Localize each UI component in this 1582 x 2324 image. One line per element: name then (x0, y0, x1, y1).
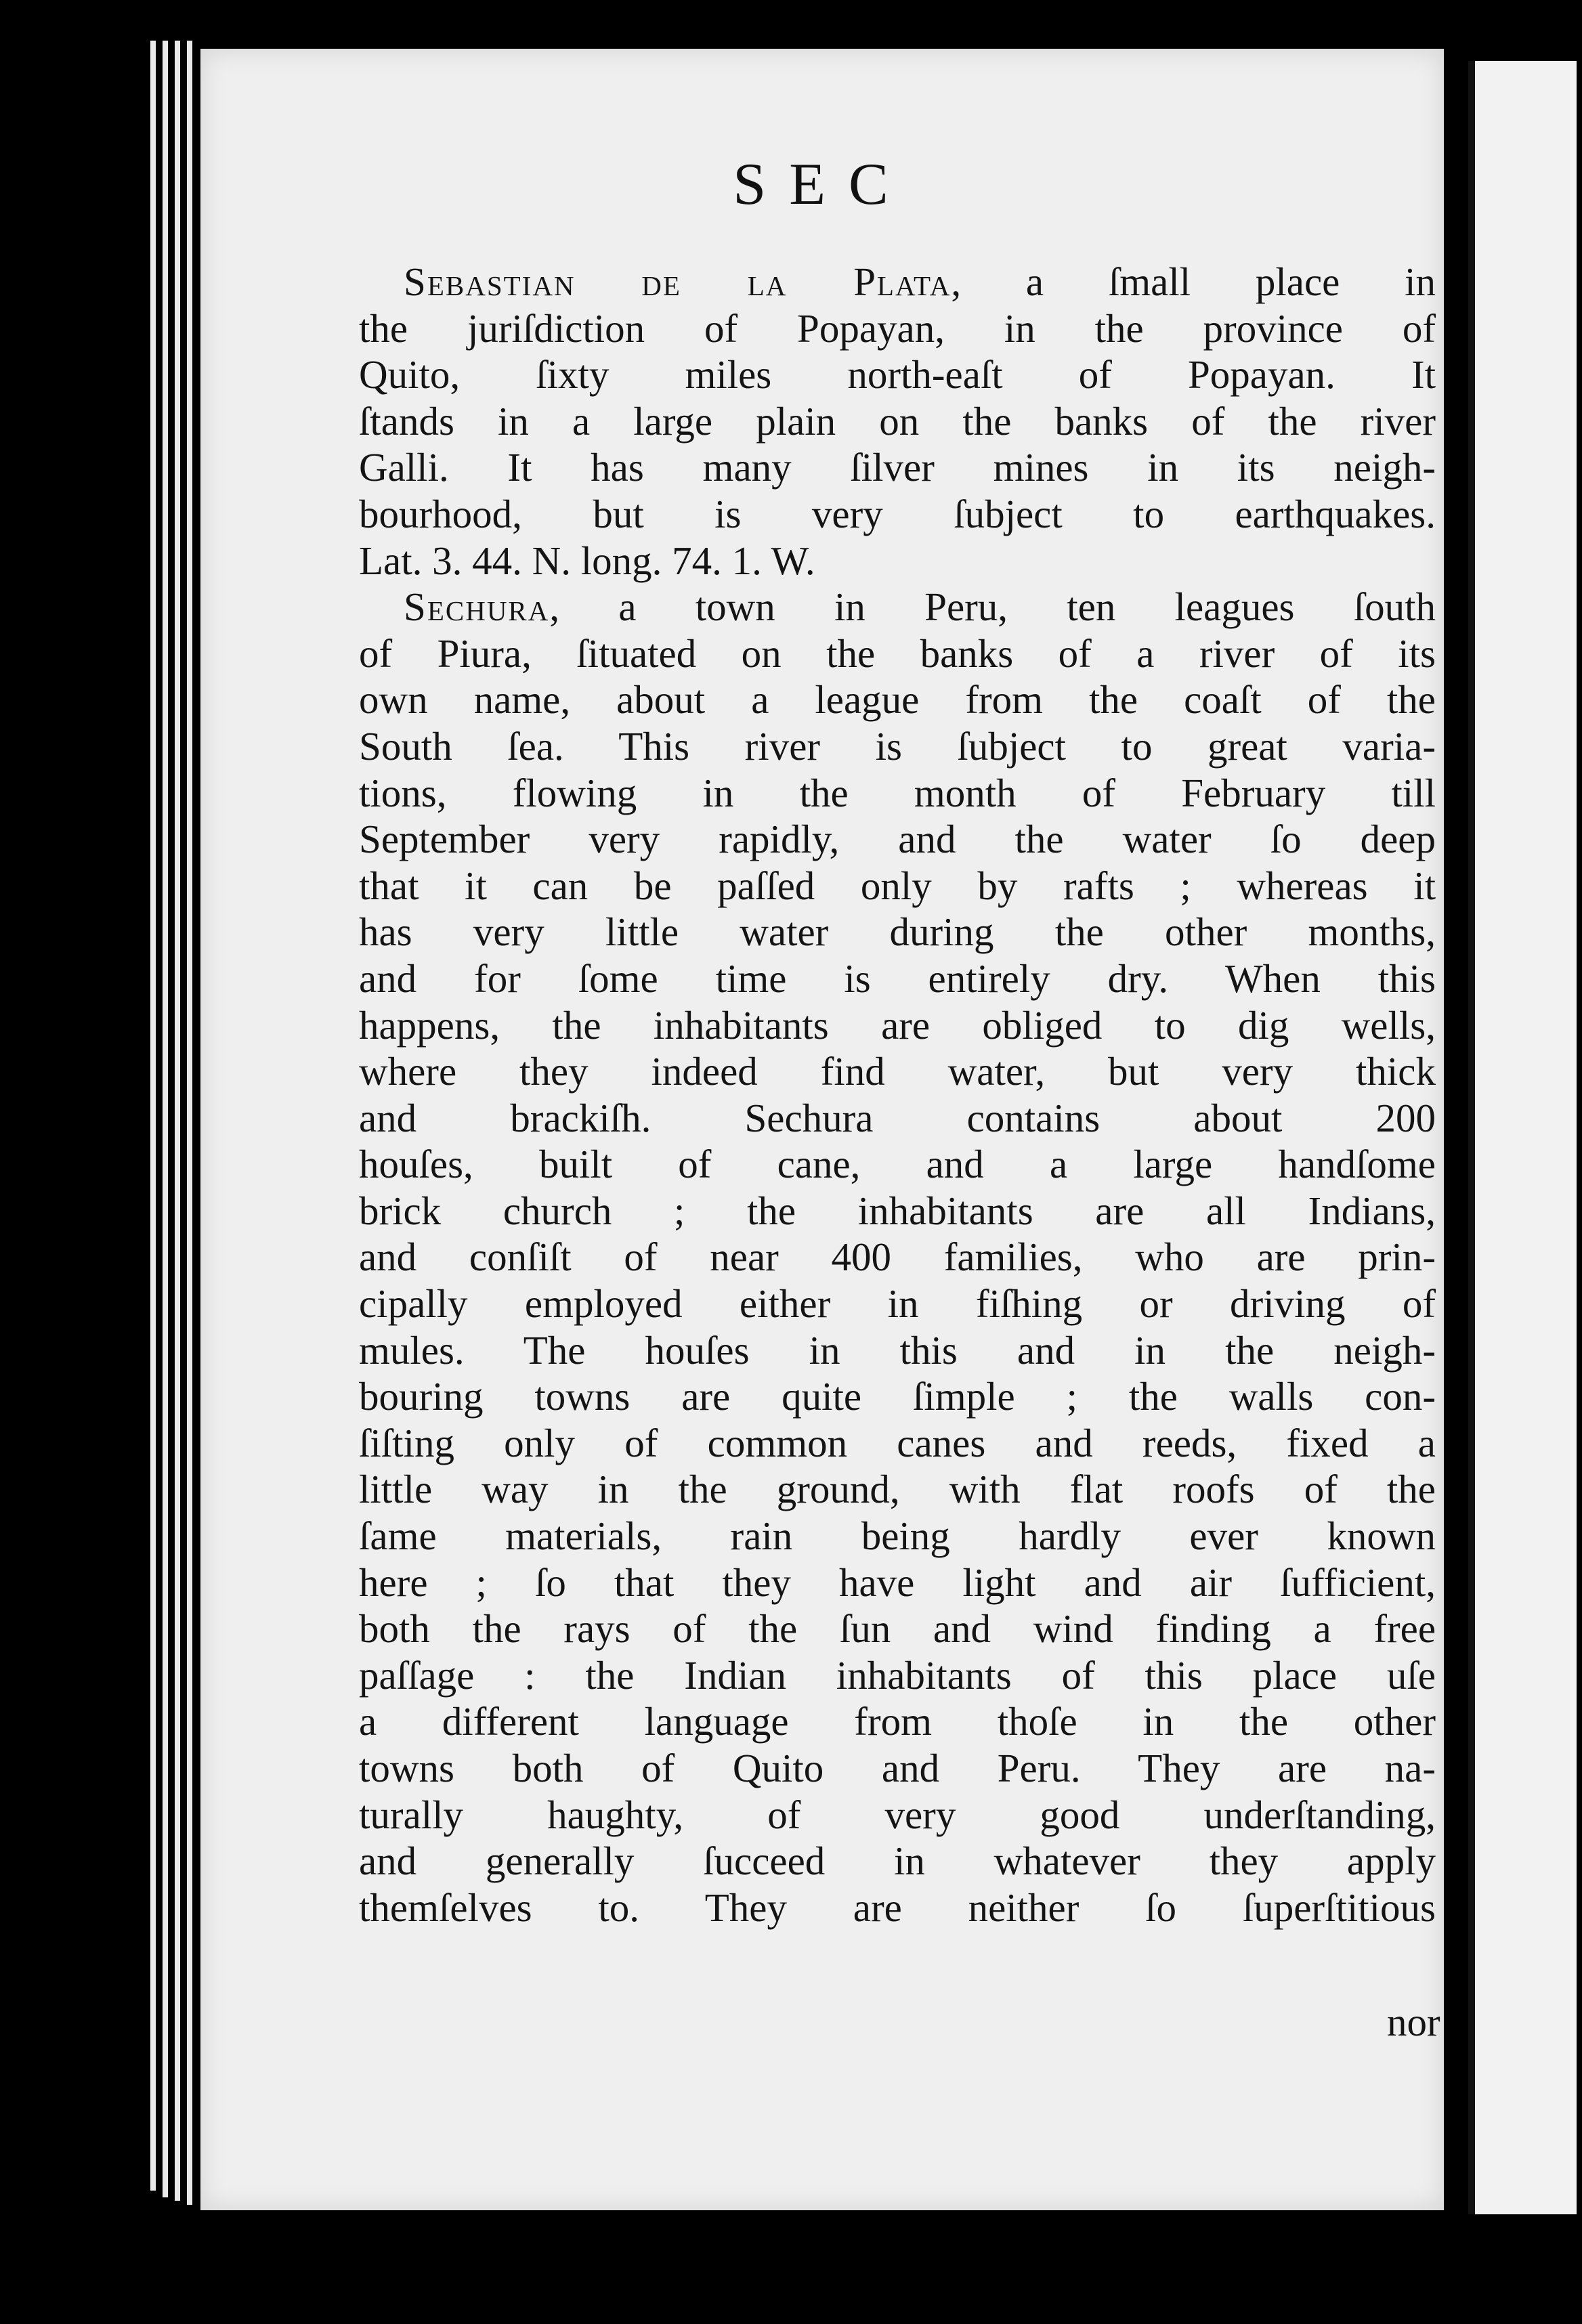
line-text: and for ſome time is entirely dry. When this (359, 955, 1436, 1001)
text-line (359, 1002, 1436, 1049)
line-text: ſame materials, rain being hardly ever known (359, 1513, 1436, 1559)
line-text: houſes, built of cane, and a large handſome (359, 1142, 1436, 1187)
line-text: , a ſmall place in (951, 259, 1436, 304)
text-line (359, 1885, 1436, 1931)
text-line (359, 259, 1436, 305)
text-line (359, 1420, 1436, 1467)
text-block (359, 259, 1436, 1931)
line-text: that it can be paſſed only by rafts ; whereas it (359, 863, 1436, 908)
text-line (359, 1559, 1436, 1606)
facing-page-edge (1468, 61, 1577, 2214)
line-text: brick church ; the inhabitants are all Indians, (359, 1188, 1436, 1233)
line-text: and conſiſt of near 400 families, who are prin- (359, 1234, 1436, 1280)
line-text: and generally ſucceed in whatever they apply (359, 1838, 1436, 1884)
line-text: and brackiſh. Sechura contains about 200 (359, 1095, 1436, 1140)
text-line (359, 1141, 1436, 1188)
text-line (359, 1327, 1436, 1374)
text-line (359, 1188, 1436, 1234)
text-line (359, 1513, 1436, 1559)
line-text: little way in the ground, with flat roofs of the (359, 1467, 1436, 1512)
line-text: bouring towns are quite ſimple ; the walls con- (359, 1374, 1436, 1419)
text-line (359, 1048, 1436, 1095)
text-line (359, 723, 1436, 770)
line-text: cipally employed either in fiſhing or driving of (359, 1281, 1436, 1327)
line-text: here ; ſo that they have light and air ſufficient, (359, 1559, 1436, 1605)
line-text: towns both of Quito and Peru. They are na- (359, 1746, 1436, 1790)
line-text: bourhood, but is very ſubject to earthquakes. (359, 491, 1436, 536)
text-line (359, 909, 1436, 955)
text-line (359, 1606, 1436, 1652)
running-head: SEC (733, 152, 912, 217)
line-text: , a town in Peru, ten leagues ſouth (549, 584, 1436, 630)
line-text: turally haughty, of very good underſtanding, (359, 1792, 1436, 1837)
text-line (359, 1792, 1436, 1838)
text-line (359, 955, 1436, 1002)
text-line (359, 676, 1436, 723)
text-line (359, 1652, 1436, 1699)
line-text: Lat. 3. 44. N. long. 74. 1. W. (359, 538, 815, 583)
line-text: ſtands in a large plain on the banks of the river (359, 398, 1436, 444)
text-line (359, 1745, 1436, 1792)
line-text: ſiſting only of common canes and reeds, fixed a (359, 1420, 1436, 1465)
text-line (359, 1698, 1436, 1745)
line-text: mules. The houſes in this and in the neigh- (359, 1327, 1436, 1373)
text-line (359, 351, 1436, 398)
text-line (359, 491, 1436, 538)
line-text: has very little water during the other months, (359, 909, 1436, 955)
line-text: Galli. It has many ſilver mines in its neigh- (359, 445, 1436, 490)
text-line (359, 305, 1436, 352)
text-line (359, 1466, 1436, 1513)
text-line (359, 770, 1436, 817)
page-edge (175, 41, 180, 2201)
text-line (359, 1838, 1436, 1885)
text-line (359, 816, 1436, 863)
text-line (359, 1281, 1436, 1327)
line-text: where they indeed find water, but very thick (359, 1049, 1436, 1094)
page-edge (163, 41, 168, 2197)
line-text: happens, the inhabitants are obliged to dig wells, (359, 1002, 1436, 1048)
text-line (359, 444, 1436, 491)
catchword: nor (1387, 2000, 1440, 2044)
page-edge (150, 41, 156, 2191)
entry-headword: Sechura (404, 584, 550, 630)
line-text: South ſea. This river is ſubject to great varia- (359, 723, 1436, 769)
text-line (359, 1095, 1436, 1142)
line-text: themſelves to. They are neither ſo ſuperſtitious (359, 1885, 1436, 1930)
page-edge (187, 41, 192, 2205)
entry-headword: Sebastian de la Plata (404, 259, 952, 304)
line-text: own name, about a league from the coaſt of the (359, 677, 1436, 723)
line-text: tions, flowing in the month of February till (359, 770, 1436, 815)
text-line (359, 630, 1436, 677)
line-text: Quito, ſixty miles north-eaſt of Popayan. It (359, 352, 1436, 397)
line-text: both the rays of the ſun and wind finding a free (359, 1606, 1436, 1652)
line-text: paſſage : the Indian inhabitants of this place uſe (359, 1652, 1436, 1698)
text-line (359, 584, 1436, 630)
text-line (359, 863, 1436, 909)
text-line (359, 1373, 1436, 1420)
text-line (359, 1234, 1436, 1281)
line-text: September very rapidly, and the water ſo deep (359, 817, 1436, 862)
line-text: the juriſdiction of Popayan, in the province of (359, 305, 1436, 351)
text-line (359, 538, 1436, 584)
text-line (359, 398, 1436, 445)
line-text: a different language from thoſe in the other (359, 1699, 1436, 1744)
book-page (200, 49, 1444, 2210)
line-text: of Piura, ſituated on the banks of a river of its (359, 630, 1436, 676)
